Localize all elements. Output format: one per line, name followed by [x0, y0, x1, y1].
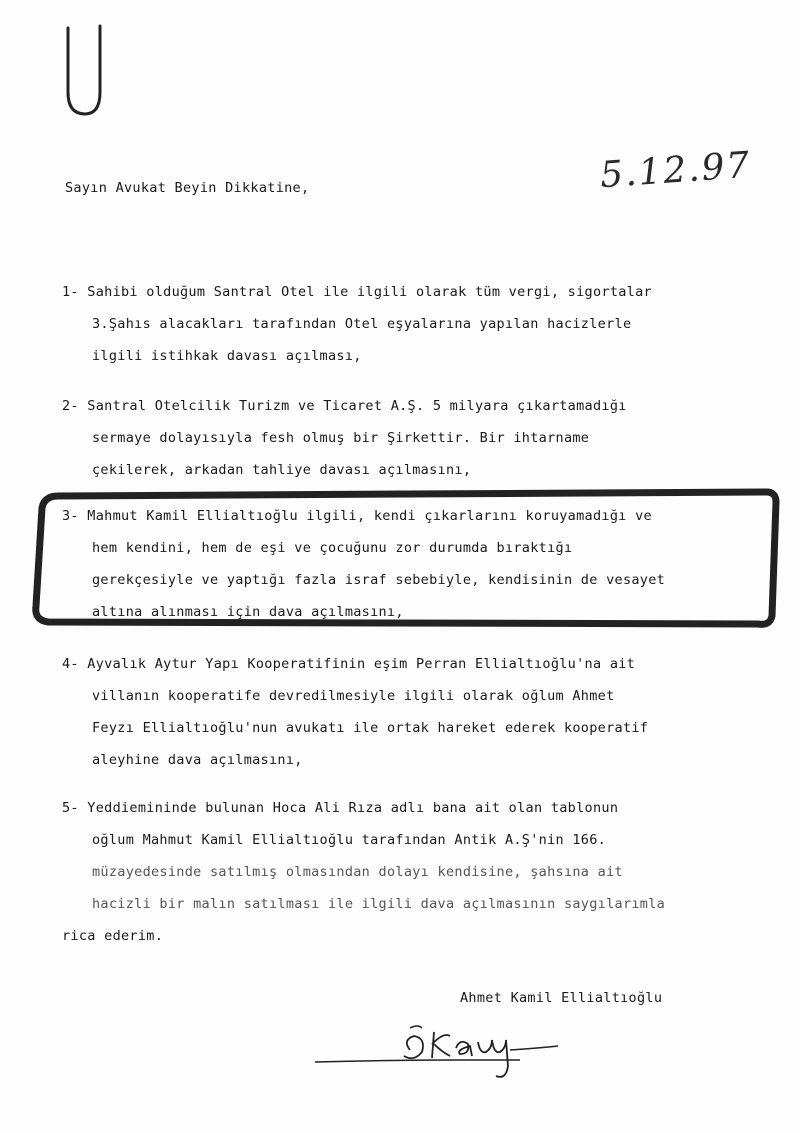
- list-item: [62, 654, 762, 782]
- list-item: [62, 798, 762, 958]
- handwritten-u-mark: [60, 22, 110, 122]
- item-line: Feyzı Ellialtıoğlu'nun avukatı ile ortak hareket ederek kooperatif: [92, 720, 649, 736]
- handwritten-signature: [310, 1010, 570, 1090]
- list-item: [62, 282, 762, 378]
- item-line: oğlum Mahmut Kamil Ellialtıoğlu tarafından Antik A.Ş'nin 166.: [92, 832, 607, 848]
- item-line: villanın kooperatife devredilmesiyle ilgili olarak oğlum Ahmet: [92, 688, 615, 704]
- list-item-highlighted: [62, 506, 762, 634]
- item-line: ilgili istihkak davası açılması,: [92, 348, 362, 364]
- item-line: 2- Santral Otelcilik Turizm ve Ticaret A.Ş. 5 milyara çıkartamadığı: [62, 398, 627, 414]
- item-line: 4- Ayvalık Aytur Yapı Kooperatifinin eşim Perran Ellialtıoğlu'na ait: [62, 656, 636, 672]
- salutation: Sayın Avukat Beyin Dikkatine,: [65, 180, 310, 196]
- item-line: hacizli bir malın satılması ile ilgili dava açılmasının saygılarımla: [92, 896, 666, 912]
- item-line: çekilerek, arkadan tahliye davası açılmasını,: [92, 462, 472, 478]
- item-line: 1- Sahibi olduğum Santral Otel ile ilgili olarak tüm vergi, sigortalar: [62, 284, 652, 300]
- item-line: hem kendini, hem de eşi ve çocuğunu zor durumda bıraktığı: [92, 540, 573, 556]
- item-line: altına alınması için dava açılmasını,: [92, 604, 404, 620]
- item-line: 3.Şahıs alacakları tarafından Otel eşyalarına yapılan hacizlerle: [92, 316, 632, 332]
- item-line: gerekçesiyle ve yaptığı fazla israf sebebiyle, kendisinin de vesayet: [92, 572, 666, 588]
- item-line: rica ederim.: [62, 928, 164, 944]
- item-line: sermaye dolayısıyla fesh olmuş bir Şirkettir. Bir ihtarname: [92, 430, 590, 446]
- signatory-name: Ahmet Kamil Ellialtıoğlu: [460, 990, 663, 1006]
- item-line: 3- Mahmut Kamil Ellialtıoğlu ilgili, kendi çıkarlarını koruyamadığı ve: [62, 508, 652, 524]
- item-line: aleyhine dava açılmasını,: [92, 752, 303, 768]
- item-line: müzayedesinde satılmış olmasından dolayı kendisine, şahsına ait: [92, 864, 623, 880]
- handwritten-date: 5.12.97: [598, 144, 753, 197]
- list-item: [62, 396, 762, 492]
- item-line: 5- Yeddiemininde bulunan Hoca Ali Rıza adlı bana ait olan tablonun: [62, 800, 619, 816]
